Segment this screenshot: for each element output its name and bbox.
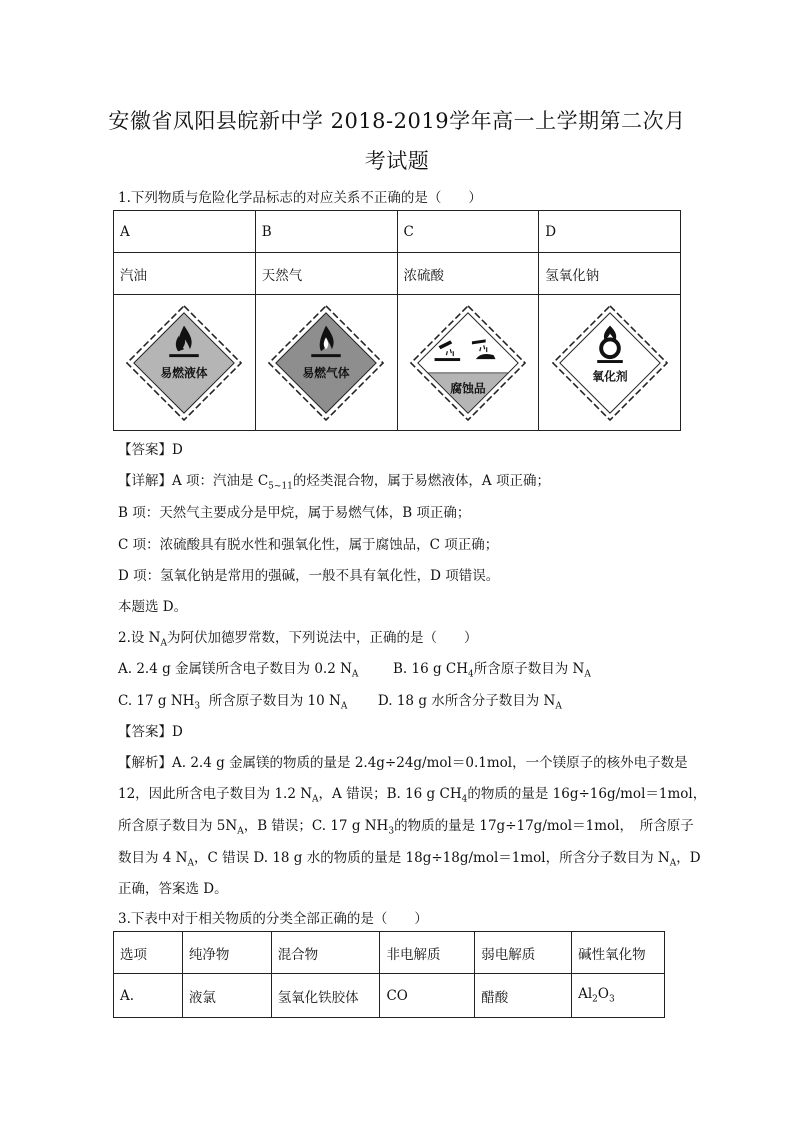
q1-header-cell: D xyxy=(539,211,681,253)
text: 所含原子数目为 5N xyxy=(118,818,238,834)
q1-header-cell: C xyxy=(397,211,539,253)
oxidizer-sign xyxy=(551,304,669,422)
q2-explanation-4 xyxy=(118,846,701,869)
corrosive-sign xyxy=(409,304,527,422)
subscript: 3 xyxy=(194,701,201,712)
text: 的物质的量是 16g÷16g/mol＝1mol， xyxy=(467,786,707,802)
q3-cell: 醋酸 xyxy=(475,974,572,1018)
q1-header-row xyxy=(114,211,681,253)
text: 12，因此所含电子数目为 1.2 N xyxy=(118,786,313,802)
flammable-gas-sign xyxy=(267,304,385,422)
text: ，D xyxy=(676,850,701,866)
q2-options-cd xyxy=(118,689,562,712)
q1-substance-cell: 天然气 xyxy=(255,253,397,295)
q1-header-cell: B xyxy=(255,211,397,253)
sign-label: 易燃液体 xyxy=(160,365,208,380)
q3-row-a xyxy=(114,974,665,1018)
q3-header-cell: 选项 xyxy=(114,932,183,974)
q3-cell xyxy=(572,974,665,1018)
q1-sign-cell xyxy=(397,295,539,431)
subscript: 3 xyxy=(608,994,615,1005)
text: ，A 错误；B. 16 g CH xyxy=(318,786,462,802)
sign-label: 易燃气体 xyxy=(302,365,350,380)
text: C. 17 g NH xyxy=(118,693,195,709)
q2-explanation-1: 【解析】A. 2.4 g 金属镁的物质的量是 2.4g÷24g/mol＝0.1mol，一个镁原子的核外电子数是 xyxy=(118,755,688,771)
text: Al xyxy=(578,986,593,1003)
q1-substance-cell: 浓硫酸 xyxy=(397,253,539,295)
text: 所含原子数目为 N xyxy=(473,661,585,677)
text: 2.设 N xyxy=(118,630,161,646)
q3-header-cell: 碱性氧化物 xyxy=(572,932,665,974)
text: 【详解】A 项：汽油是 C xyxy=(118,473,269,489)
question-1: 1.下列物质与危险化学品标志的对应关系不正确的是（ ） xyxy=(118,190,482,206)
subscript: A xyxy=(237,826,244,837)
flammable-liquid-sign xyxy=(125,304,243,422)
text: ，C 错误 D. 18 g 水的物质的量是 18g÷18g/mol＝1mol，所含分子数目为 N xyxy=(193,850,670,866)
text: O xyxy=(597,986,609,1003)
q1-substance-cell: 氢氧化钠 xyxy=(539,253,681,295)
subscript: A xyxy=(669,858,677,869)
subscript: 3 xyxy=(388,826,395,837)
q1-sign-cell xyxy=(539,295,681,431)
q1-sign-row xyxy=(114,295,681,431)
q3-cell: 氢氧化铁胶体 xyxy=(271,974,380,1018)
text: 为阿伏加德罗常数，下列说法中，正确的是（ ） xyxy=(166,630,478,646)
q1-detail-c: C 项：浓硫酸具有脱水性和强氧化性，属于腐蚀品，C 项正确； xyxy=(118,537,499,553)
q2-answer: 【答案】D xyxy=(118,724,183,740)
q2-option-d xyxy=(377,693,562,712)
q2-explanation-5: 正确，答案选 D。 xyxy=(118,881,228,897)
page-title-line2: 考试题 xyxy=(364,149,430,173)
q2-option-c xyxy=(118,693,348,712)
subscript: A xyxy=(160,638,167,649)
subscript: A xyxy=(555,701,562,712)
q1-substance-row xyxy=(114,253,681,295)
sign-label: 腐蚀品 xyxy=(450,381,486,395)
text: 数目为 4 N xyxy=(118,850,188,866)
text: A. 2.4 g 金属镁所含电子数目为 0.2 N xyxy=(118,661,352,677)
text: D. 18 g 水所含分子数目为 N xyxy=(377,693,556,709)
q1-conclusion: 本题选 D。 xyxy=(118,599,188,615)
q3-cell: 液氯 xyxy=(182,974,271,1018)
subscript: 2 xyxy=(592,994,598,1005)
question-3: 3.下表中对于相关物质的分类全部正确的是（ ） xyxy=(118,911,428,927)
q3-header-cell: 弱电解质 xyxy=(475,932,572,974)
q3-header-cell: 混合物 xyxy=(271,932,380,974)
subscript: A xyxy=(340,701,348,712)
q1-detail-b: B 项：天然气主要成分是甲烷，属于易燃气体，B 项正确； xyxy=(118,505,471,521)
sign-label: 氧化剂 xyxy=(591,369,628,384)
q2-explanation-2 xyxy=(118,782,706,805)
subscript: A xyxy=(584,669,591,680)
q1-table xyxy=(113,210,681,431)
q2-options-ab xyxy=(118,657,591,680)
q3-header-cell: 纯净物 xyxy=(182,932,271,974)
q1-sign-cell xyxy=(114,295,256,431)
question-2 xyxy=(118,626,477,649)
q3-cell: CO xyxy=(380,974,475,1018)
q1-header-cell: A xyxy=(114,211,256,253)
q2-option-a xyxy=(118,661,359,680)
subscript: 4 xyxy=(468,669,474,680)
q2-explanation-3 xyxy=(118,814,694,837)
text: ，B 错误；C. 17 g NH xyxy=(243,818,389,834)
q3-cell: A. xyxy=(114,974,183,1018)
subscript: A xyxy=(187,858,194,869)
q1-substance-cell: 汽油 xyxy=(114,253,256,295)
text: 的烃类混合物，属于易燃液体，A 项正确； xyxy=(292,473,550,489)
text: 的物质的量是 17g÷17g/mol＝1mol， 所含原子 xyxy=(394,818,694,834)
q2-option-b xyxy=(392,661,591,680)
page-title-line1: 安徽省凤阳县皖新中学 2018-2019学年高一上学期第二次月 xyxy=(108,109,686,133)
q1-detail-a xyxy=(118,469,550,492)
q3-table xyxy=(113,931,665,1018)
q1-detail-d: D 项：氢氧化钠是常用的强碱，一般不具有氧化性，D 项错误。 xyxy=(118,568,500,584)
q1-answer: 【答案】D xyxy=(118,442,183,458)
subscript: A xyxy=(312,794,319,805)
subscript: A xyxy=(351,669,359,680)
q3-header-cell: 非电解质 xyxy=(380,932,475,974)
subscript: 4 xyxy=(461,794,468,805)
text: B. 16 g CH xyxy=(392,661,468,677)
q3-header-row xyxy=(114,932,665,974)
subscript: 5~11 xyxy=(268,481,293,492)
text: 所含原子数目为 10 N xyxy=(208,693,341,709)
q1-sign-cell xyxy=(255,295,397,431)
